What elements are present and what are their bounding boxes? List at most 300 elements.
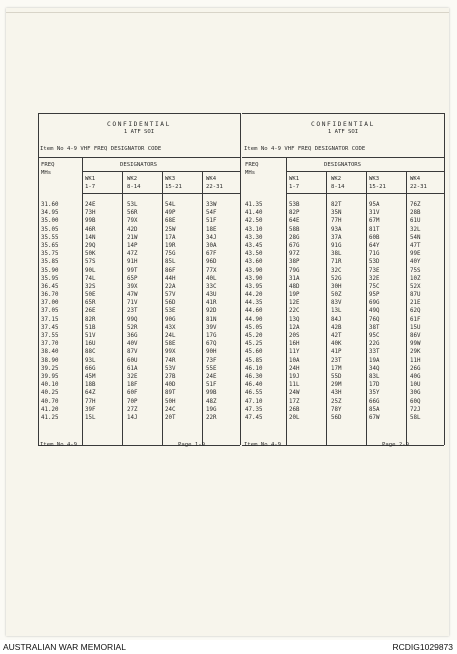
wk4-cell: 99W — [410, 341, 421, 348]
wk1-cell: 13Q — [289, 316, 300, 323]
freq-cell: 37.15 — [41, 316, 59, 323]
item-title-line — [244, 147, 365, 153]
wk4-cell: 99E — [410, 251, 421, 258]
wk1-cell: 48D — [289, 283, 300, 290]
freq-cell: 37.45 — [41, 324, 59, 331]
wk2-cell: 99Q — [127, 316, 138, 323]
wk2-cell: 83V — [331, 300, 342, 307]
wk3-cell: 24C — [165, 406, 176, 413]
wk4-cell: 40G — [410, 373, 421, 380]
item-title-line — [40, 147, 161, 153]
wk4-cell: 47T — [410, 242, 421, 249]
wk4-cell: 58L — [410, 414, 421, 421]
wk1-header: WK1 — [289, 176, 300, 182]
freq-cell: 41.25 — [41, 414, 59, 421]
wk1-cell: 26B — [289, 406, 300, 413]
freq-cell: 37.05 — [41, 308, 59, 315]
wk2-cell: 71V — [127, 300, 138, 307]
wk3-cell: 66G — [369, 398, 380, 405]
wk1-cell: 38P — [289, 259, 300, 266]
wk3-cell: 17A — [165, 234, 176, 241]
wk4-cell: 30A — [206, 242, 217, 249]
table-row — [242, 416, 444, 424]
wk2-cell: 29M — [331, 382, 342, 389]
wk1-cell: 11Y — [289, 349, 300, 356]
confidential-heading: CONFIDENTIAL — [311, 121, 375, 128]
freq-cell: 34.95 — [41, 210, 59, 217]
wk4-cell: 41R — [206, 300, 217, 307]
wk1-cell: 58B — [289, 226, 300, 233]
wk3-cell: 85L — [165, 259, 176, 266]
wk2-cell: 93A — [331, 226, 342, 233]
wk1-cell: 32S — [85, 283, 96, 290]
wk2-cell: 47Z — [127, 251, 138, 258]
wk3-cell: 68E — [165, 218, 176, 225]
wk2-cell: 38L — [331, 251, 342, 258]
wk3-cell: 43X — [165, 324, 176, 331]
wk1-cell: 57S — [85, 259, 96, 266]
wk2-cell: 42D — [127, 226, 138, 233]
wk2-cell: 25Z — [331, 398, 342, 405]
wk3-cell: 76Q — [369, 316, 380, 323]
wk2-cell: 37A — [331, 234, 342, 241]
wk1-cell: 12E — [289, 300, 300, 307]
wk4-cell: 62Q — [410, 308, 421, 315]
freq-cell: 45.05 — [245, 324, 263, 331]
wk3-cell: 19A — [369, 357, 380, 364]
freq-cell: 35.75 — [41, 251, 59, 258]
wk2-header: WK2 — [331, 176, 342, 182]
wk3-header: WK3 — [369, 176, 380, 182]
wk2-cell: 32E — [127, 373, 138, 380]
wk1-cell: 20S — [289, 333, 300, 339]
wk1-cell: 14N — [85, 234, 96, 241]
wk2-cell: 78Y — [331, 406, 342, 413]
item-number: Item No 4-9 — [40, 146, 78, 152]
wk4-cell: 51F — [206, 218, 217, 225]
wk1-days: 1-7 — [85, 184, 96, 190]
wk3-cell: 44H — [165, 275, 176, 282]
wk2-cell: 43H — [331, 390, 342, 397]
mhs-header: MHs — [41, 170, 52, 176]
wk2-cell: 91G — [331, 242, 342, 249]
wk2-cell: 56D — [331, 414, 342, 421]
wk2-cell: 40V — [127, 341, 138, 348]
wk1-cell: 18B — [85, 382, 96, 389]
wk1-cell: 10A — [289, 357, 300, 364]
freq-cell: 36.45 — [41, 283, 59, 290]
wk1-cell: 29Q — [85, 242, 96, 249]
wk4-header: WK4 — [410, 176, 421, 182]
wk4-cell: 61U — [410, 218, 421, 225]
freq-cell: 47.35 — [245, 406, 263, 413]
wk3-cell: 22A — [165, 283, 176, 290]
archive-source: AUSTRALIAN WAR MEMORIAL — [3, 642, 126, 652]
wk4-cell: 21E — [410, 300, 421, 307]
designators-header: DESIGNATORS — [324, 162, 362, 168]
wk1-cell: 12A — [289, 324, 300, 331]
wk1-cell: 97Z — [289, 251, 300, 258]
wk4-cell: 67F — [206, 251, 217, 258]
wk3-cell: 81T — [369, 226, 380, 233]
table-row — [38, 416, 240, 424]
wk2-cell: 56R — [127, 210, 138, 217]
wk4-cell: 24E — [206, 373, 217, 380]
wk3-cell: 95A — [369, 202, 380, 208]
wk4-cell: 19G — [206, 406, 217, 413]
freq-cell: 47.45 — [245, 414, 263, 421]
wk4-cell: 75S — [410, 267, 421, 274]
wk1-cell: 53B — [289, 202, 300, 208]
wk4-cell: 81N — [206, 316, 217, 323]
footer-page: Page 1-9 — [178, 442, 205, 448]
freq-header: FREQ — [245, 162, 259, 168]
wk3-cell: 56D — [165, 300, 176, 307]
wk2-cell: 50Z — [331, 292, 342, 299]
wk4-cell: 54F — [206, 210, 217, 217]
wk4-cell: 67Q — [206, 341, 217, 348]
wk4-cell: 55E — [206, 365, 217, 372]
wk3-cell: 57V — [165, 292, 176, 299]
wk4-cell: 60Q — [410, 398, 421, 405]
wk2-cell: 32C — [331, 267, 342, 274]
header-bottom-rule — [286, 193, 444, 194]
freq-cell: 43.30 — [245, 234, 263, 241]
freq-cell: 37.55 — [41, 333, 59, 339]
wk4-cell: 18E — [206, 226, 217, 233]
freq-cell: 39.25 — [41, 365, 59, 372]
wk3-cell: 74R — [165, 357, 176, 364]
wk4-cell: 77X — [206, 267, 217, 274]
wk4-days: 22-31 — [410, 184, 427, 190]
wk3-cell: 31V — [369, 210, 380, 217]
wk2-days: 8-14 — [127, 184, 141, 190]
wk2-cell: 60U — [127, 357, 138, 364]
wk4-cell: 86V — [410, 333, 421, 339]
wk3-cell: 75C — [369, 283, 380, 290]
wk1-cell: 28G — [289, 234, 300, 241]
wk2-cell: 79X — [127, 218, 138, 225]
wk1-cell: 24E — [85, 202, 96, 208]
mhs-header: MHs — [245, 170, 256, 176]
freq-cell: 44.90 — [245, 316, 263, 323]
wk3-cell: 19R — [165, 242, 176, 249]
wk1-cell: 46R — [85, 226, 96, 233]
wk1-cell: 51B — [85, 324, 96, 331]
wk4-cell: 87U — [410, 292, 421, 299]
wk1-cell: 50K — [85, 251, 96, 258]
wk3-cell: 49P — [165, 210, 176, 217]
wk1-cell: 51V — [85, 333, 96, 339]
wk4-cell: 61F — [410, 316, 421, 323]
title-rule — [242, 157, 444, 158]
freq-cell: 40.70 — [41, 398, 59, 405]
wk3-cell: 22G — [369, 341, 380, 348]
footer-item: Item No 4-9 — [244, 442, 282, 448]
freq-cell: 35.55 — [41, 234, 59, 241]
wk3-cell: 95P — [369, 292, 380, 299]
wk3-cell: 95C — [369, 333, 380, 339]
wk3-cell: 50H — [165, 398, 176, 405]
archive-reference: RCDIG1029873 — [392, 642, 453, 652]
wk1-cell: 15L — [85, 414, 96, 421]
wk2-cell: 91H — [127, 259, 138, 266]
wk1-cell: 77H — [85, 398, 96, 405]
wk3-cell: 38T — [369, 324, 380, 331]
wk4-cell: 10Z — [410, 275, 421, 282]
wk2-cell: 77H — [331, 218, 342, 225]
wk3-cell: 53E — [165, 308, 176, 315]
freq-cell: 43.95 — [245, 283, 263, 290]
wk4-cell: 30G — [410, 390, 421, 397]
freq-cell: 35.00 — [41, 218, 59, 225]
header-bottom-rule — [82, 193, 240, 194]
wk3-cell: 86F — [165, 267, 176, 274]
wk3-cell: 32E — [369, 275, 380, 282]
wk2-cell: 60F — [127, 390, 138, 397]
wk1-cell: 74L — [85, 275, 96, 282]
wk4-cell: 96D — [206, 259, 217, 266]
freq-cell: 43.90 — [245, 267, 263, 274]
freq-cell: 46.55 — [245, 390, 263, 397]
freq-cell: 45.20 — [245, 333, 263, 339]
wk1-cell: 26E — [85, 308, 96, 315]
wk3-cell: 27B — [165, 373, 176, 380]
wk3-days: 15-21 — [165, 184, 182, 190]
wk3-cell: 34Q — [369, 365, 380, 372]
freq-cell: 45.60 — [245, 349, 263, 356]
wk3-cell: 53V — [165, 365, 176, 372]
wk1-cell: 67G — [289, 242, 300, 249]
soi-heading: 1 ATF SOI — [123, 129, 155, 135]
freq-cell: 47.10 — [245, 398, 263, 405]
wk1-cell: 45M — [85, 373, 96, 380]
wk1-header: WK1 — [85, 176, 96, 182]
wk2-cell: 70P — [127, 398, 138, 405]
wk2-cell: 52R — [127, 324, 138, 331]
wk3-cell: 17D — [369, 382, 380, 389]
wk4-cell: 51F — [206, 382, 217, 389]
wk4-cell: 33W — [206, 202, 217, 208]
freq-cell: 35.65 — [41, 242, 59, 249]
designators-header: DESIGNATORS — [120, 162, 158, 168]
wk1-cell: 19P — [289, 292, 300, 299]
wk1-cell: 24H — [289, 365, 300, 372]
freq-cell: 37.00 — [41, 300, 59, 307]
wk4-cell: 17G — [206, 333, 217, 339]
wk4-cell: 11H — [410, 357, 421, 364]
table-rows-left — [38, 203, 240, 424]
wk3-header: WK3 — [165, 176, 176, 182]
wk2-cell: 53L — [127, 202, 138, 208]
footer-item: Item No 4-9 — [40, 442, 78, 448]
wk2-cell: 23T — [331, 357, 342, 364]
page-top-rule — [6, 12, 449, 13]
wk2-cell: 41P — [331, 349, 342, 356]
wk4-cell: 54N — [410, 234, 421, 241]
wk4-cell: 99B — [206, 390, 217, 397]
wk2-cell: 65P — [127, 275, 138, 282]
wk2-cell: 39X — [127, 283, 138, 290]
wk2-cell: 42T — [331, 333, 342, 339]
wk2-cell: 71R — [331, 259, 342, 266]
wk4-cell: 40L — [206, 275, 217, 282]
wk2-cell: 99T — [127, 267, 138, 274]
wk3-cell: 67M — [369, 218, 380, 225]
freq-cell: 38.90 — [41, 357, 59, 364]
wk1-cell: 73H — [85, 210, 96, 217]
designators-rule — [82, 171, 240, 172]
wk3-cell: 85A — [369, 406, 380, 413]
wk4-days: 22-31 — [206, 184, 223, 190]
wk4-cell: 43U — [206, 292, 217, 299]
wk1-cell: 22C — [289, 308, 300, 315]
wk1-cell: 11L — [289, 382, 300, 389]
freq-cell: 43.60 — [245, 259, 263, 266]
freq-cell: 36.70 — [41, 292, 59, 299]
freq-cell: 35.85 — [41, 259, 59, 266]
panel-right-rule — [444, 113, 445, 445]
wk4-cell: 32L — [410, 226, 421, 233]
wk2-days: 8-14 — [331, 184, 345, 190]
wk2-cell: 55D — [331, 373, 342, 380]
wk1-cell: 39F — [85, 406, 96, 413]
freq-cell: 45.25 — [245, 341, 263, 348]
wk4-cell: 10U — [410, 382, 421, 389]
wk3-cell: 99X — [165, 349, 176, 356]
wk4-cell: 72J — [410, 406, 421, 413]
wk1-cell: 79G — [289, 267, 300, 274]
title-rule — [38, 157, 240, 158]
wk3-days: 15-21 — [369, 184, 386, 190]
table-panel-left — [38, 113, 240, 448]
wk3-cell: 53D — [369, 259, 380, 266]
wk4-cell: 26G — [410, 365, 421, 372]
wk1-cell: 16U — [85, 341, 96, 348]
freq-cell: 44.35 — [245, 300, 263, 307]
wk3-cell: 58E — [165, 341, 176, 348]
freq-cell: 44.20 — [245, 292, 263, 299]
wk1-cell: 16H — [289, 341, 300, 348]
wk2-cell: 52G — [331, 275, 342, 282]
wk2-cell: 36G — [127, 333, 138, 339]
wk1-cell: 99B — [85, 218, 96, 225]
wk3-cell: 64Y — [369, 242, 380, 249]
freq-cell: 35.05 — [41, 226, 59, 233]
wk4-cell: 73F — [206, 357, 217, 364]
table-title: VHF FREQ DESIGNATOR CODE — [80, 146, 162, 152]
wk2-cell: 87V — [127, 349, 138, 356]
wk3-cell: 49Q — [369, 308, 380, 315]
wk3-cell: 69G — [369, 300, 380, 307]
wk1-cell: 20L — [289, 414, 300, 421]
wk2-cell: 14J — [127, 414, 138, 421]
wk4-cell: 33C — [206, 283, 217, 290]
wk1-cell: 50E — [85, 292, 96, 299]
wk2-cell: 27Z — [127, 406, 138, 413]
wk3-cell: 20T — [165, 414, 176, 421]
freq-cell: 46.30 — [245, 373, 263, 380]
wk1-cell: 19J — [289, 373, 300, 380]
archive-caption-bar — [0, 640, 457, 654]
freq-cell: 43.10 — [245, 226, 263, 233]
wk2-cell: 61A — [127, 365, 138, 372]
freq-cell: 31.60 — [41, 202, 59, 208]
freq-cell: 35.95 — [41, 275, 59, 282]
freq-cell: 46.10 — [245, 365, 263, 372]
wk1-cell: 17Z — [289, 398, 300, 405]
designators-rule — [286, 171, 444, 172]
wk3-cell: 73E — [369, 267, 380, 274]
wk1-cell: 88C — [85, 349, 96, 356]
wk2-cell: 18F — [127, 382, 138, 389]
wk3-cell: 60B — [369, 234, 380, 241]
freq-header: FREQ — [41, 162, 55, 168]
wk4-cell: 29K — [410, 349, 421, 356]
wk4-cell: 76Z — [410, 202, 421, 208]
wk2-cell: 17M — [331, 365, 342, 372]
wk3-cell: 90G — [165, 316, 176, 323]
wk2-cell: 30H — [331, 283, 342, 290]
soi-heading: 1 ATF SOI — [327, 129, 359, 135]
wk4-cell: 40Y — [410, 259, 421, 266]
freq-cell: 40.10 — [41, 382, 59, 389]
freq-cell: 38.40 — [41, 349, 59, 356]
wk3-cell: 35Y — [369, 390, 380, 397]
wk4-cell: 34J — [206, 234, 217, 241]
wk2-cell: 13L — [331, 308, 342, 315]
wk4-cell: 90H — [206, 349, 217, 356]
wk3-cell: 89T — [165, 390, 176, 397]
wk2-cell: 35N — [331, 210, 342, 217]
wk3-cell: 24L — [165, 333, 176, 339]
panel-top-rule — [38, 113, 240, 114]
wk1-cell: 93L — [85, 357, 96, 364]
wk4-cell: 92D — [206, 308, 217, 315]
freq-cell: 41.40 — [245, 210, 263, 217]
wk1-days: 1-7 — [289, 184, 300, 190]
wk1-cell: 64E — [289, 218, 300, 225]
wk3-cell: 83L — [369, 373, 380, 380]
wk1-cell: 31A — [289, 275, 300, 282]
freq-cell: 40.25 — [41, 390, 59, 397]
wk3-cell: 33T — [369, 349, 380, 356]
wk1-cell: 65R — [85, 300, 96, 307]
freq-cell: 46.40 — [245, 382, 263, 389]
freq-cell: 39.95 — [41, 373, 59, 380]
freq-cell: 43.90 — [245, 275, 263, 282]
wk4-cell: 15U — [410, 324, 421, 331]
wk2-cell: 14P — [127, 242, 138, 249]
freq-cell: 42.50 — [245, 218, 263, 225]
wk3-cell: 25W — [165, 226, 176, 233]
freq-cell: 41.20 — [41, 406, 59, 413]
freq-cell: 44.60 — [245, 308, 263, 315]
wk3-cell: 75G — [165, 251, 176, 258]
wk3-cell: 40D — [165, 382, 176, 389]
freq-cell: 41.35 — [245, 202, 263, 208]
wk1-cell: 66G — [85, 365, 96, 372]
freq-cell: 43.45 — [245, 242, 263, 249]
freq-cell: 45.85 — [245, 357, 263, 364]
table-title: VHF FREQ DESIGNATOR CODE — [284, 146, 366, 152]
wk4-cell: 39V — [206, 324, 217, 331]
wk4-cell: 22R — [206, 414, 217, 421]
wk4-cell: 48Z — [206, 398, 217, 405]
wk4-cell: 28B — [410, 210, 421, 217]
table-rows-right — [242, 203, 444, 424]
wk3-cell: 71G — [369, 251, 380, 258]
